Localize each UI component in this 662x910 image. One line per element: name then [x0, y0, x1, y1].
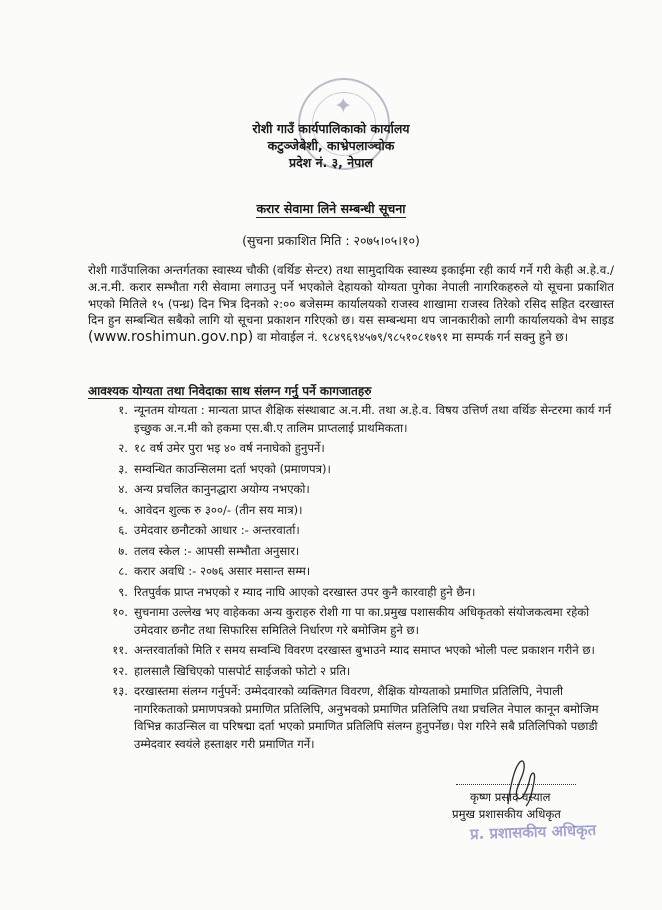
list-item [88, 663, 618, 681]
requirements-heading-wrap [88, 382, 614, 399]
item-number: १३. [112, 684, 128, 698]
list-item [88, 402, 618, 437]
list-item [88, 642, 618, 660]
list-item [88, 604, 618, 639]
list-item [88, 683, 618, 753]
item-text: दरखास्तमा संलग्न गर्नुपर्ने: उम्मेदवारको व्यक्तिगत विवरण, शैक्षिक योग्यताको प्रमाणित प्रतिलिपि, नेपाली नागरिकताको प्रमाणपत्रको प्रमाणित प्रतिलिपि, अनुभवको प्रमाणित प्रतिलिपि तथा प्रचलित नेपाल कानून बमोजिम विभिन्न काउन्सिल वा परिषद्मा दर्ता भएको प्रमाणित प्रतिलिपि संलग्न हुनुपर्नेछ। पेश गरिने सबै प्रतिलिपिको पछाडी उम्मेदवार स्वयंले हस्ताक्षर गरी प्रमाणित गर्ने। [134, 684, 599, 751]
published-date: (सुचना प्रकाशित मिति : २०७५।०५।१०) [242, 233, 420, 248]
requirements-heading: आवश्यक योग्यता तथा निवेदाका साथ संलग्न गर्नु पर्ने कागजातहरु [88, 384, 372, 398]
item-number: ५. [118, 502, 128, 517]
list-item [88, 543, 618, 561]
list-item [88, 461, 618, 479]
official-stamp: प्र. प्रशासकीय अधिकृत [469, 820, 597, 844]
office-province: प्रदेश नं. ३, नेपाल [289, 155, 373, 170]
requirements-list [88, 402, 618, 756]
item-text: उमेदवार छनौटको आधार :- अन्तरवार्ता। [134, 523, 300, 537]
notice-title-wrap [0, 200, 662, 217]
item-text: रितपुर्वक प्राप्त नभएको र म्याद नाघि आएको दरखास्त उपर कुनै कारवाही हुने छैन। [134, 584, 476, 599]
item-number: ४. [118, 482, 128, 496]
item-text: १८ वर्ष उमेर पुरा भइ ४० वर्ष ननाघेको हुनुपर्ने। [134, 441, 325, 455]
item-text: अन्तरवार्ताको मिति र समय सम्वन्धि विवरण दरखास्त बुभाउने म्याद समाप्त भएको भोली पल्ट प्रकाशन गरीने छ। [134, 643, 595, 657]
notice-title: करार सेवामा लिने सम्बन्धी सूचना [256, 201, 406, 216]
website-link[interactable]: (www.roshimun.gov.np) [88, 329, 254, 346]
office-location: कटुञ्जेबेशी, काभ्रेपलाञ्चोक [267, 138, 395, 153]
intro-text-1: रोशी गाउँपालिका अन्तर्गतका स्वास्थ्य चौकी (वर्थिङ सेन्टर) तथा सामुदायिक स्वास्थ्य इकाईमा रही कार्य गर्ने गरी केही अ.हे.व./अ.न.मी. करार सम्भौता गरी सेवामा लगाउनु पर्ने भएकोले देहायको योग्यता पुगेका नेपाली नागरिकहरुले यो सूचना प्रकाशित भएको मितिले १५ (पन्ध्र) दिन भित्र दिनको २:०० बजेसम्म कार्यालयको राजस्व शाखामा राजस्व तिरेको रसिद सहित दरखास्त दिन हुन सम्बन्धित सबैको लागि यो सूचना प्रकाशन गरिएको छ। यस सम्बन्धमा थप जानकारीको लागी कार्यालयको वेभ साइड [88, 263, 614, 328]
signatory-role: प्रमुख प्रशासकीय अधिकृत [452, 807, 561, 821]
item-number: २. [118, 441, 128, 455]
list-item [88, 563, 618, 581]
item-text: तलव स्केल :- आपसी सम्भौता अनुसार। [134, 543, 300, 558]
signatory-name: कृष्ण प्रसाद वस्याल [470, 790, 551, 804]
item-text: हालसालै खिचिएको पासपोर्ट साईजको फोटो २ प्रति। [134, 663, 351, 678]
list-item [88, 502, 618, 520]
item-number: १०. [112, 605, 128, 619]
item-text: न्यूनतम योग्यता : मान्यता प्राप्त शैक्षिक संस्थाबाट अ.न.मी. तथा अ.हे.व. विषय उत्तिर्ण तथा वर्थिङ सेन्टरमा कार्य गर्न इच्छुक अ.न.मी को हकमा एस.बी.ए तालिम प्राप्तलाई प्राथमिकता। [134, 403, 612, 435]
list-item [88, 522, 618, 540]
list-item [88, 481, 618, 499]
item-number: १२. [112, 663, 128, 678]
signature-line [456, 784, 576, 785]
item-text: सुचनामा उल्लेख भए वाहेकका अन्य कुराहरु रोशी गा पा का.प्रमुख पशासकीय अधिकृतको संयोजकत्वमा रहेको उमेदवार छनौट तथा सिफारिस समितिले निर्धारण गरे बमोजिम हुने छ। [134, 605, 590, 637]
item-number: १. [118, 403, 128, 417]
item-number: ७. [118, 543, 128, 558]
item-text: अन्य प्रचलित कानुनद्धारा अयोग्य नभएको। [134, 482, 310, 496]
item-number: ९. [118, 584, 128, 599]
item-number: ६. [118, 523, 128, 537]
office-name: रोशी गाउँ कार्यपालिकाको कार्यालय [252, 121, 410, 136]
seal-emblem-icon: ✦ [334, 94, 353, 119]
list-item [88, 584, 618, 602]
list-item [88, 440, 618, 458]
item-text: आवेदन शुल्क रु ३००/- (तीन सय मात्र)। [134, 502, 303, 517]
item-number: ३. [118, 461, 128, 476]
letterhead [0, 120, 662, 171]
intro-text-2: वा मोवाईल नं. ९८४९६९४५७९/९८५१०८१७९१ मा सम्पर्क गर्न सक्नु हुने छ। [253, 330, 569, 345]
item-number: ८. [118, 564, 128, 578]
item-text: करार अवधि :- २०७६ असार मसान्त सम्म। [134, 564, 311, 578]
intro-paragraph [88, 262, 614, 346]
item-text: सम्वन्धित काउन्सिलमा दर्ता भएको (प्रमाणपत्र)। [134, 461, 331, 476]
item-number: ११. [112, 643, 128, 657]
